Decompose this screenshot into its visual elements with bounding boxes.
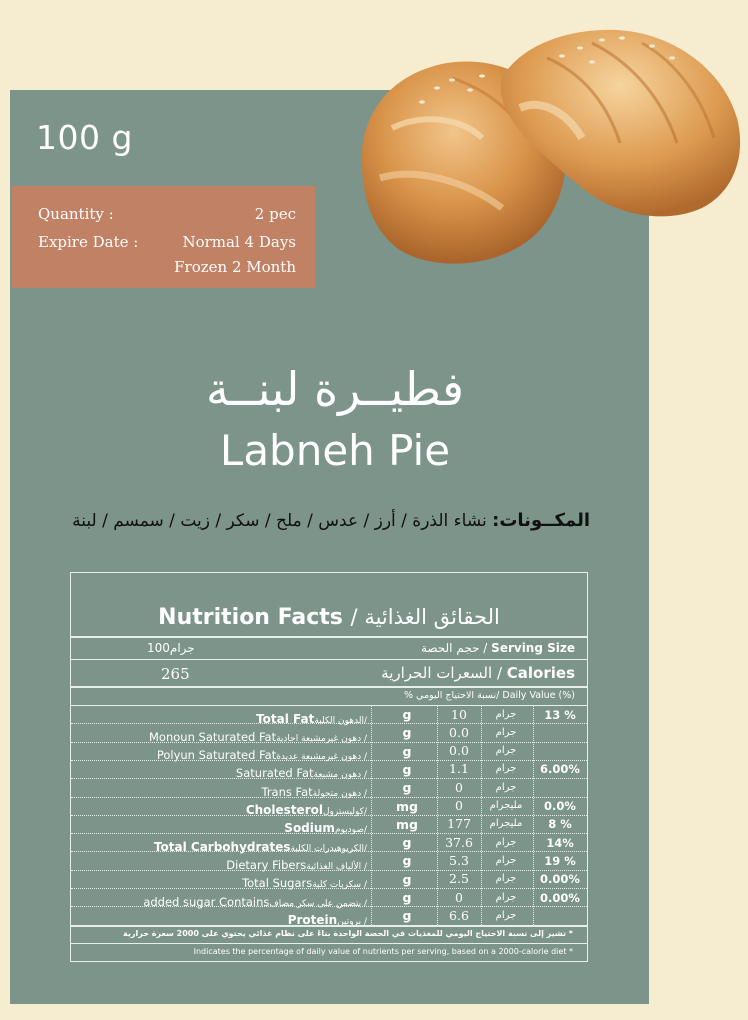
nutrient-unit: g	[402, 743, 412, 759]
nutrient-unit-ar: جرام	[495, 781, 517, 793]
nutrient-unit-ar: جرام	[495, 909, 517, 921]
nutrient-unit: g	[402, 707, 412, 722]
row-divider	[71, 742, 587, 743]
nutrient-unit-ar: جرام	[495, 891, 517, 903]
row-divider	[71, 870, 587, 871]
nutrient-unit-ar: جرام	[495, 745, 517, 757]
nutrient-amount: 177	[447, 816, 471, 832]
serving-label-en: Serving Size	[491, 641, 575, 655]
nutrient-name-en: Monoun Saturated Fat	[149, 729, 277, 744]
info-box	[12, 186, 315, 288]
nutrient-name-en: Saturated Fat	[235, 766, 314, 781]
nutrient-unit: g	[402, 780, 412, 796]
nutrient-amount: 0.0	[449, 743, 469, 759]
expire-label: Expire Date :	[38, 233, 139, 251]
nutrient-unit: g	[402, 871, 412, 887]
nutrient-name-en: Protein	[287, 912, 338, 927]
nutrient-unit: g	[402, 725, 412, 741]
nutrient-name-ar: / دهون غيرمشبعة عديدة	[276, 752, 367, 763]
calories-label-ar: السعرات الحرارية /	[381, 664, 502, 682]
nutrient-daily-value: 0.0%	[544, 799, 576, 813]
nutrient-unit-ar: جرام	[495, 763, 517, 775]
nutrient-unit-ar: جرام	[495, 873, 517, 885]
nutrient-name-en: Total Carbohydrates	[153, 839, 291, 854]
nutrient-unit: g	[402, 761, 412, 777]
nutrient-unit-ar: جرام	[495, 836, 517, 848]
nutrient-unit-ar: جرام	[495, 708, 517, 720]
row-divider	[71, 888, 587, 889]
nutrient-amount: 37.6	[445, 834, 473, 850]
row-divider	[71, 723, 587, 724]
nutrient-daily-value: 6.00%	[540, 762, 580, 777]
nutrient-unit-ar: مليجرام	[489, 818, 523, 830]
nutrition-facts-table	[70, 572, 588, 962]
nutrient-name-ar: / سكريات كلية	[312, 880, 367, 891]
ingredients-label: المكــونات:	[492, 510, 590, 531]
nutrient-name-en: Trans Fat	[261, 784, 313, 799]
nutrient-name-ar: /الدهون الكلية	[314, 715, 367, 726]
nutrient-amount: 0	[455, 889, 463, 905]
nutrition-title-en: Nutrition Facts	[158, 605, 343, 630]
nutrient-amount: 0.0	[449, 724, 469, 740]
nutrient-name-ar: / يتضمن على سكر مضاف	[269, 898, 367, 909]
expire-normal: Normal 4 Days	[182, 233, 296, 251]
nutrient-amount: 10	[451, 706, 467, 722]
calories-value: 265	[161, 665, 190, 683]
nutrient-name-en: Total Fat	[256, 711, 315, 726]
nutrient-name-en: Total Sugars	[242, 876, 313, 891]
nutrient-name-ar: /كوليسترول	[322, 807, 367, 817]
nutrient-daily-value: 0.00%	[540, 872, 580, 887]
nutrient-unit-ar: جرام	[495, 726, 517, 738]
nutrient-name-en: added sugar Contains	[143, 894, 270, 909]
nutrient-amount: 2.5	[449, 871, 469, 887]
nutrient-unit: mg	[396, 816, 418, 832]
nutrient-name-ar: / دهون غيرمشبعة احادية	[276, 733, 367, 744]
nutrient-name-en: Cholesterol	[245, 803, 323, 817]
nutrient-amount: 0	[455, 779, 463, 795]
serving-value: 100جرام	[147, 641, 195, 655]
quantity-label: Quantity :	[38, 205, 114, 223]
nutrition-title	[71, 605, 587, 630]
nutrient-name-ar: / بروتين	[337, 916, 367, 927]
nutrient-amount: 0	[455, 798, 463, 813]
nutrient-name-ar: / دهون متحولة	[312, 788, 367, 799]
nutrient-name-ar: /الكربوهيدرات الكلية	[290, 843, 367, 854]
product-name-arabic: فطيــرة لبنــة	[205, 362, 465, 416]
nutrient-name-en: Polyun Saturated Fat	[156, 748, 277, 763]
nutrient-amount: 6.6	[449, 907, 469, 923]
row-divider	[71, 778, 587, 779]
nutrient-unit: g	[402, 853, 412, 869]
nutrient-amount: 5.3	[449, 852, 469, 868]
row-divider	[71, 851, 587, 852]
ingredients-list: نشاء الذرة / أرز / عدس / ملح / سكر / زيت / سمسم / لبنة	[72, 511, 487, 531]
calories-label	[381, 664, 575, 682]
calories-label-en: Calories	[506, 664, 575, 682]
nutrient-unit-ar: جرام	[495, 854, 517, 866]
nutrition-title-ar: / الحقائق الغذائية	[350, 605, 500, 629]
nutrient-name-en: Dietary Fibers	[226, 857, 307, 872]
row-divider	[71, 760, 587, 761]
net-weight: 100 g	[36, 118, 133, 157]
footnote-english: Indicates the percentage of daily value of nutrients per serving, based on a 2000-calorie diet *	[193, 947, 573, 956]
nutrient-name-ar: / دهون مشبعة	[313, 770, 367, 781]
row-divider	[71, 797, 587, 798]
nutrient-name-ar: / الألياف الغذائية	[306, 861, 367, 872]
nutrient-daily-value: 0.00%	[540, 890, 580, 905]
row-divider	[71, 815, 587, 816]
product-name-english: Labneh Pie	[219, 426, 451, 475]
nutrient-name-ar: /صوديوم	[334, 825, 367, 836]
nutrient-name-en: Sodium	[284, 821, 335, 836]
row-divider	[71, 833, 587, 834]
daily-value-header: % نسبة الاحتياج اليومي/ Daily Value (%)	[404, 690, 575, 701]
nutrient-daily-value: 14%	[546, 835, 574, 850]
nutrient-unit: g	[402, 890, 412, 905]
serving-label	[421, 641, 575, 655]
quantity-value: 2 pec	[254, 205, 296, 223]
expire-frozen: Frozen 2 Month	[174, 258, 296, 276]
row-divider	[71, 906, 587, 907]
nutrient-unit: g	[402, 908, 412, 924]
serving-label-ar: حجم الحصة /	[420, 641, 488, 655]
nutrient-amount: 1.1	[449, 761, 469, 777]
nutrient-unit: g	[402, 835, 412, 851]
ingredients-line	[20, 510, 590, 531]
nutrient-daily-value: 13 %	[544, 707, 576, 722]
nutrient-unit: mg	[396, 798, 418, 814]
nutrient-daily-value: 8 %	[548, 817, 572, 832]
nutrient-daily-value: 19 %	[544, 853, 576, 868]
footnote-arabic: * تشير إلى نسبة الاحتياج اليومي للمغذيات في الحصة الواحدة بناءً على نظام غذائي يحتوي على 2000 سعرة حرارية	[123, 929, 573, 938]
nutrient-unit-ar: مليجرام	[489, 800, 523, 811]
labneh-pie-image	[352, 18, 744, 288]
